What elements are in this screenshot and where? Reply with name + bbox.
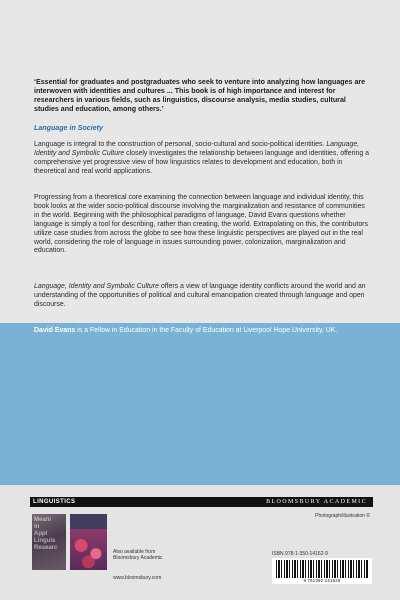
book-title-italic: Language, Identity and Symbolic Culture [34,283,159,290]
related-book-cover-2-image [70,529,107,570]
isbn-text: ISBN 978-1-350-14162-9 [272,551,328,557]
related-book-cover-2 [70,514,107,570]
description-text: offers a view of language identity conflicts around the world and an understanding of the opportunities of political and cultural emancipation created through language and open discourse. [34,283,366,308]
also-available-text: Also available from Bloomsbury Academic [113,549,163,562]
book-title-italic: Language, Identity and Symbolic Culture [34,141,360,157]
photo-credit: Photograph/illustration © [315,513,370,519]
cover-word: Appl [34,531,48,537]
description-paragraph-3 [34,283,372,310]
publisher-label: BLOOMSBURY ACADEMIC [266,498,367,505]
related-book-cover-2-header [70,514,107,529]
author-bio [34,327,369,336]
author-band [0,323,400,485]
cover-word: in [34,524,40,530]
description-text: closely investigates the relationship between language and identities, offering a comprehensive yet progressive view of how linguistics relates to development and education, both in theoretical and real world applications. [34,149,370,175]
description-paragraph-2: Progressing from a theoretical core examining the connection between language and individual identity, this book looks at the wider socio-political discourse involving the marginalization and resistance of communities in the world. Beginning with the philosophical paradigms of language, David Evans questions whether language is simply a tool for describing, rather than creating, the world. Extrapolating on this, the contributors utilize case studies from across the globe to see how these linguistic perspectives are played out in the real world, considering the role of language in issues surrounding power, colonization, marginalization and education. [34,194,368,255]
related-book-cover-1 [32,514,66,570]
review-source: Language in Society [34,124,103,132]
subject-label: LINGUISTICS [33,498,76,505]
description-paragraph-1 [34,141,372,177]
cover-word: Meani [34,517,52,523]
description-text: Language is integral to the construction of personal, socio-cultural and socio-political identities. [34,141,327,148]
author-name: David Evans [34,327,76,334]
author-bio-text: is a Fellow in Education in the Faculty of Education at Liverpool Hope University, UK. [75,327,338,334]
review-quote: ‘Essential for graduates and postgraduates who seek to venture into analyzing how languages are interwoven with identities and cultures ... This book is of high importance and interest for researchers in various fields, such as linguistics, discourse analysis, media studies, cultural studies and education, among others.’ [34,78,366,113]
barcode-digits: 9 781350 141629 [303,578,341,583]
barcode-bars [276,560,368,578]
cover-word: Researc [34,545,58,551]
barcode [272,558,372,584]
publisher-website: www.bloomsbury.com [113,575,162,581]
cover-word: Linguis [34,538,56,544]
related-book-cover-1-title [34,517,64,552]
